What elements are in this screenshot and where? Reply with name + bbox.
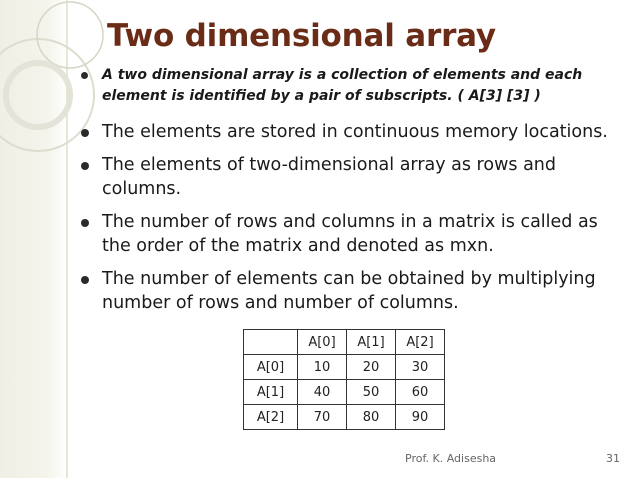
table-cell: 70 — [298, 405, 347, 430]
bullet-text: The number of elements can be obtained by multiplying number of rows and number of columns. — [102, 269, 596, 313]
bullet-text: The number of rows and columns in a matrix is called as the order of the matrix and denoted as mxn. — [102, 212, 598, 256]
bullet-item — [81, 65, 626, 107]
table-cell: 10 — [298, 355, 347, 380]
bullet-item — [81, 210, 626, 258]
bullet-dot-icon — [81, 219, 89, 227]
upper-circle-outline — [37, 2, 103, 68]
array-table — [243, 329, 445, 430]
table-header-row — [244, 330, 445, 355]
table-cell: 80 — [347, 405, 396, 430]
inner-circle-ring — [6, 63, 70, 127]
table-cell: 40 — [298, 380, 347, 405]
table-row — [244, 405, 445, 430]
outer-circle-outline — [0, 39, 94, 151]
bullet-item — [81, 267, 626, 315]
bullet-text: The elements are stored in continuous memory locations. — [102, 122, 608, 142]
bullet-dot-icon — [81, 162, 89, 170]
bullet-text: The elements of two-dimensional array as rows and columns. — [102, 155, 556, 199]
table-header-cell: A[1] — [347, 330, 396, 355]
table-cell: 60 — [396, 380, 445, 405]
table-row — [244, 380, 445, 405]
bullet-item — [81, 153, 626, 201]
bullet-text: A two dimensional array is a collection of elements and each element is identified by a pair of subscripts. ( A[3] [3] ) — [102, 67, 583, 104]
table-header-cell: A[2] — [396, 330, 445, 355]
table-cell: 20 — [347, 355, 396, 380]
row-label-cell: A[0] — [244, 355, 298, 380]
table-cell: 90 — [396, 405, 445, 430]
table-cell: 50 — [347, 380, 396, 405]
bullet-list — [81, 65, 626, 324]
table-cell: 30 — [396, 355, 445, 380]
row-label-cell: A[1] — [244, 380, 298, 405]
row-label-cell: A[2] — [244, 405, 298, 430]
table-header-cell — [244, 330, 298, 355]
bullet-dot-icon — [81, 129, 89, 137]
bullet-dot-icon — [81, 72, 88, 79]
bullet-dot-icon — [81, 276, 89, 284]
page-number: 31 — [606, 452, 620, 465]
slide-title: Two dimensional array — [107, 18, 496, 54]
table-row — [244, 355, 445, 380]
bullet-item — [81, 120, 626, 144]
table-header-cell: A[0] — [298, 330, 347, 355]
footer-author: Prof. K. Adisesha — [405, 452, 497, 465]
